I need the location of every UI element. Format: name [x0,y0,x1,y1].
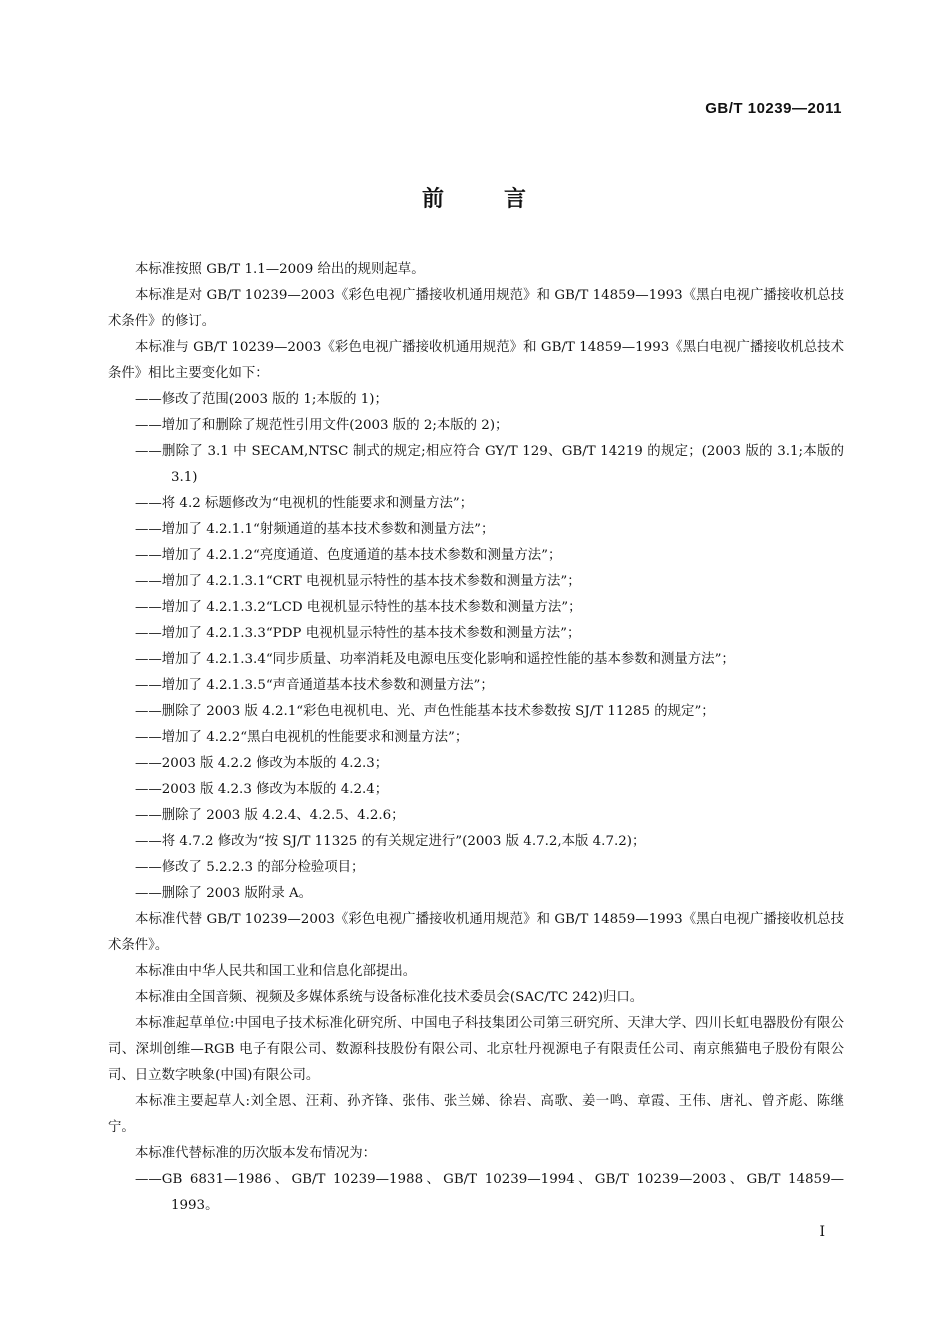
foreword-body [108,257,844,1219]
change-item: ——删除了 2003 版附录 A。 [135,886,313,901]
page-number: I [819,1224,825,1240]
change-item: ——增加了 4.2.1.3.4“同步质量、功率消耗及电源电压变化影响和遥控性能的基本参数和测量方法”； [135,652,735,667]
change-item: ——修改了范围(2003 版的 1;本版的 1)； [135,392,388,407]
change-item: ——增加了 4.2.1.3.2“LCD 电视机显示特性的基本技术参数和测量方法”； [135,600,582,615]
paragraph: 本标准起草单位:中国电子技术标准化研究所、中国电子科技集团公司第三研究所、天津大学、四川长虹电器股份有限公司、深圳创维—RGB 电子有限公司、数源科技股份有限公司、北京牡丹视源电子有限责任公司、南京熊猫电子股份有限公司、日立数字映象(中国)有限公司。 [108,1016,844,1083]
paragraph: 本标准由中华人民共和国工业和信息化部提出。 [135,964,417,979]
paragraph: 本标准由全国音频、视频及多媒体系统与设备标准化技术委员会(SAC/TC 242)归口。 [135,990,644,1005]
change-item: ——增加了和删除了规范性引用文件(2003 版的 2;本版的 2)； [135,418,509,433]
change-item: ——增加了 4.2.1.3.3“PDP 电视机显示特性的基本技术参数和测量方法”； [135,626,581,641]
standard-number: GB/T 10239—2011 [705,100,842,117]
change-item: ——增加了 4.2.1.3.1“CRT 电视机显示特性的基本技术参数和测量方法”； [135,574,581,589]
change-item: ——将 4.2 标题修改为“电视机的性能要求和测量方法”； [135,496,474,511]
change-item: ——删除了 2003 版 4.2.1“彩色电视机电、光、声色性能基本技术参数按 SJ/T 11285 的规定”； [135,704,715,719]
change-item: ——增加了 4.2.1.1“射频通道的基本技术参数和测量方法”； [135,522,495,537]
paragraph: 本标准按照 GB/T 1.1—2009 给出的规则起草。 [135,262,425,277]
change-item: ——2003 版 4.2.3 修改为本版的 4.2.4； [135,782,389,797]
change-item: ——修改了 5.2.2.3 的部分检验项目； [135,860,365,875]
change-item: ——将 4.7.2 修改为“按 SJ/T 11325 的有关规定进行”(2003 版 4.7.2,本版 4.7.2)； [135,834,646,849]
change-item: ——删除了 2003 版 4.2.4、4.2.5、4.2.6； [135,808,405,823]
title-char-1: 前 [421,187,446,212]
page-title [0,182,950,213]
paragraph: 本标准是对 GB/T 10239—2003《彩色电视广播接收机通用规范》和 GB/T 14859—1993《黑白电视广播接收机总技术条件》的修订。 [108,288,844,329]
title-char-2: 言 [504,187,529,212]
change-item: ——增加了 4.2.2“黑白电视机的性能要求和测量方法”； [135,730,469,745]
change-item: ——2003 版 4.2.2 修改为本版的 4.2.3； [135,756,389,771]
history-item: ——GB 6831—1986、GB/T 10239—1988、GB/T 10239—1994、GB/T 10239—2003、GB/T 14859—1993。 [135,1172,844,1213]
change-item: ——增加了 4.2.1.2“亮度通道、色度通道的基本技术参数和测量方法”； [135,548,562,563]
paragraph: 本标准代替标准的历次版本发布情况为： [135,1146,377,1161]
change-item: ——增加了 4.2.1.3.5“声音通道基本技术参数和测量方法”； [135,678,494,693]
paragraph: 本标准主要起草人:刘全恩、汪莉、孙齐锋、张伟、张兰娣、徐岩、高歌、姜一鸣、章霞、王伟、唐礼、曾齐彪、陈继宁。 [108,1094,844,1135]
change-item: ——删除了 3.1 中 SECAM,NTSC 制式的规定;相应符合 GY/T 129、GB/T 14219 的规定；(2003 版的 3.1;本版的 3.1) [135,444,844,485]
paragraph: 本标准代替 GB/T 10239—2003《彩色电视广播接收机通用规范》和 GB/T 14859—1993《黑白电视广播接收机总技术条件》。 [108,912,844,953]
paragraph: 本标准与 GB/T 10239—2003《彩色电视广播接收机通用规范》和 GB/T 14859—1993《黑白电视广播接收机总技术条件》相比主要变化如下： [108,340,844,381]
